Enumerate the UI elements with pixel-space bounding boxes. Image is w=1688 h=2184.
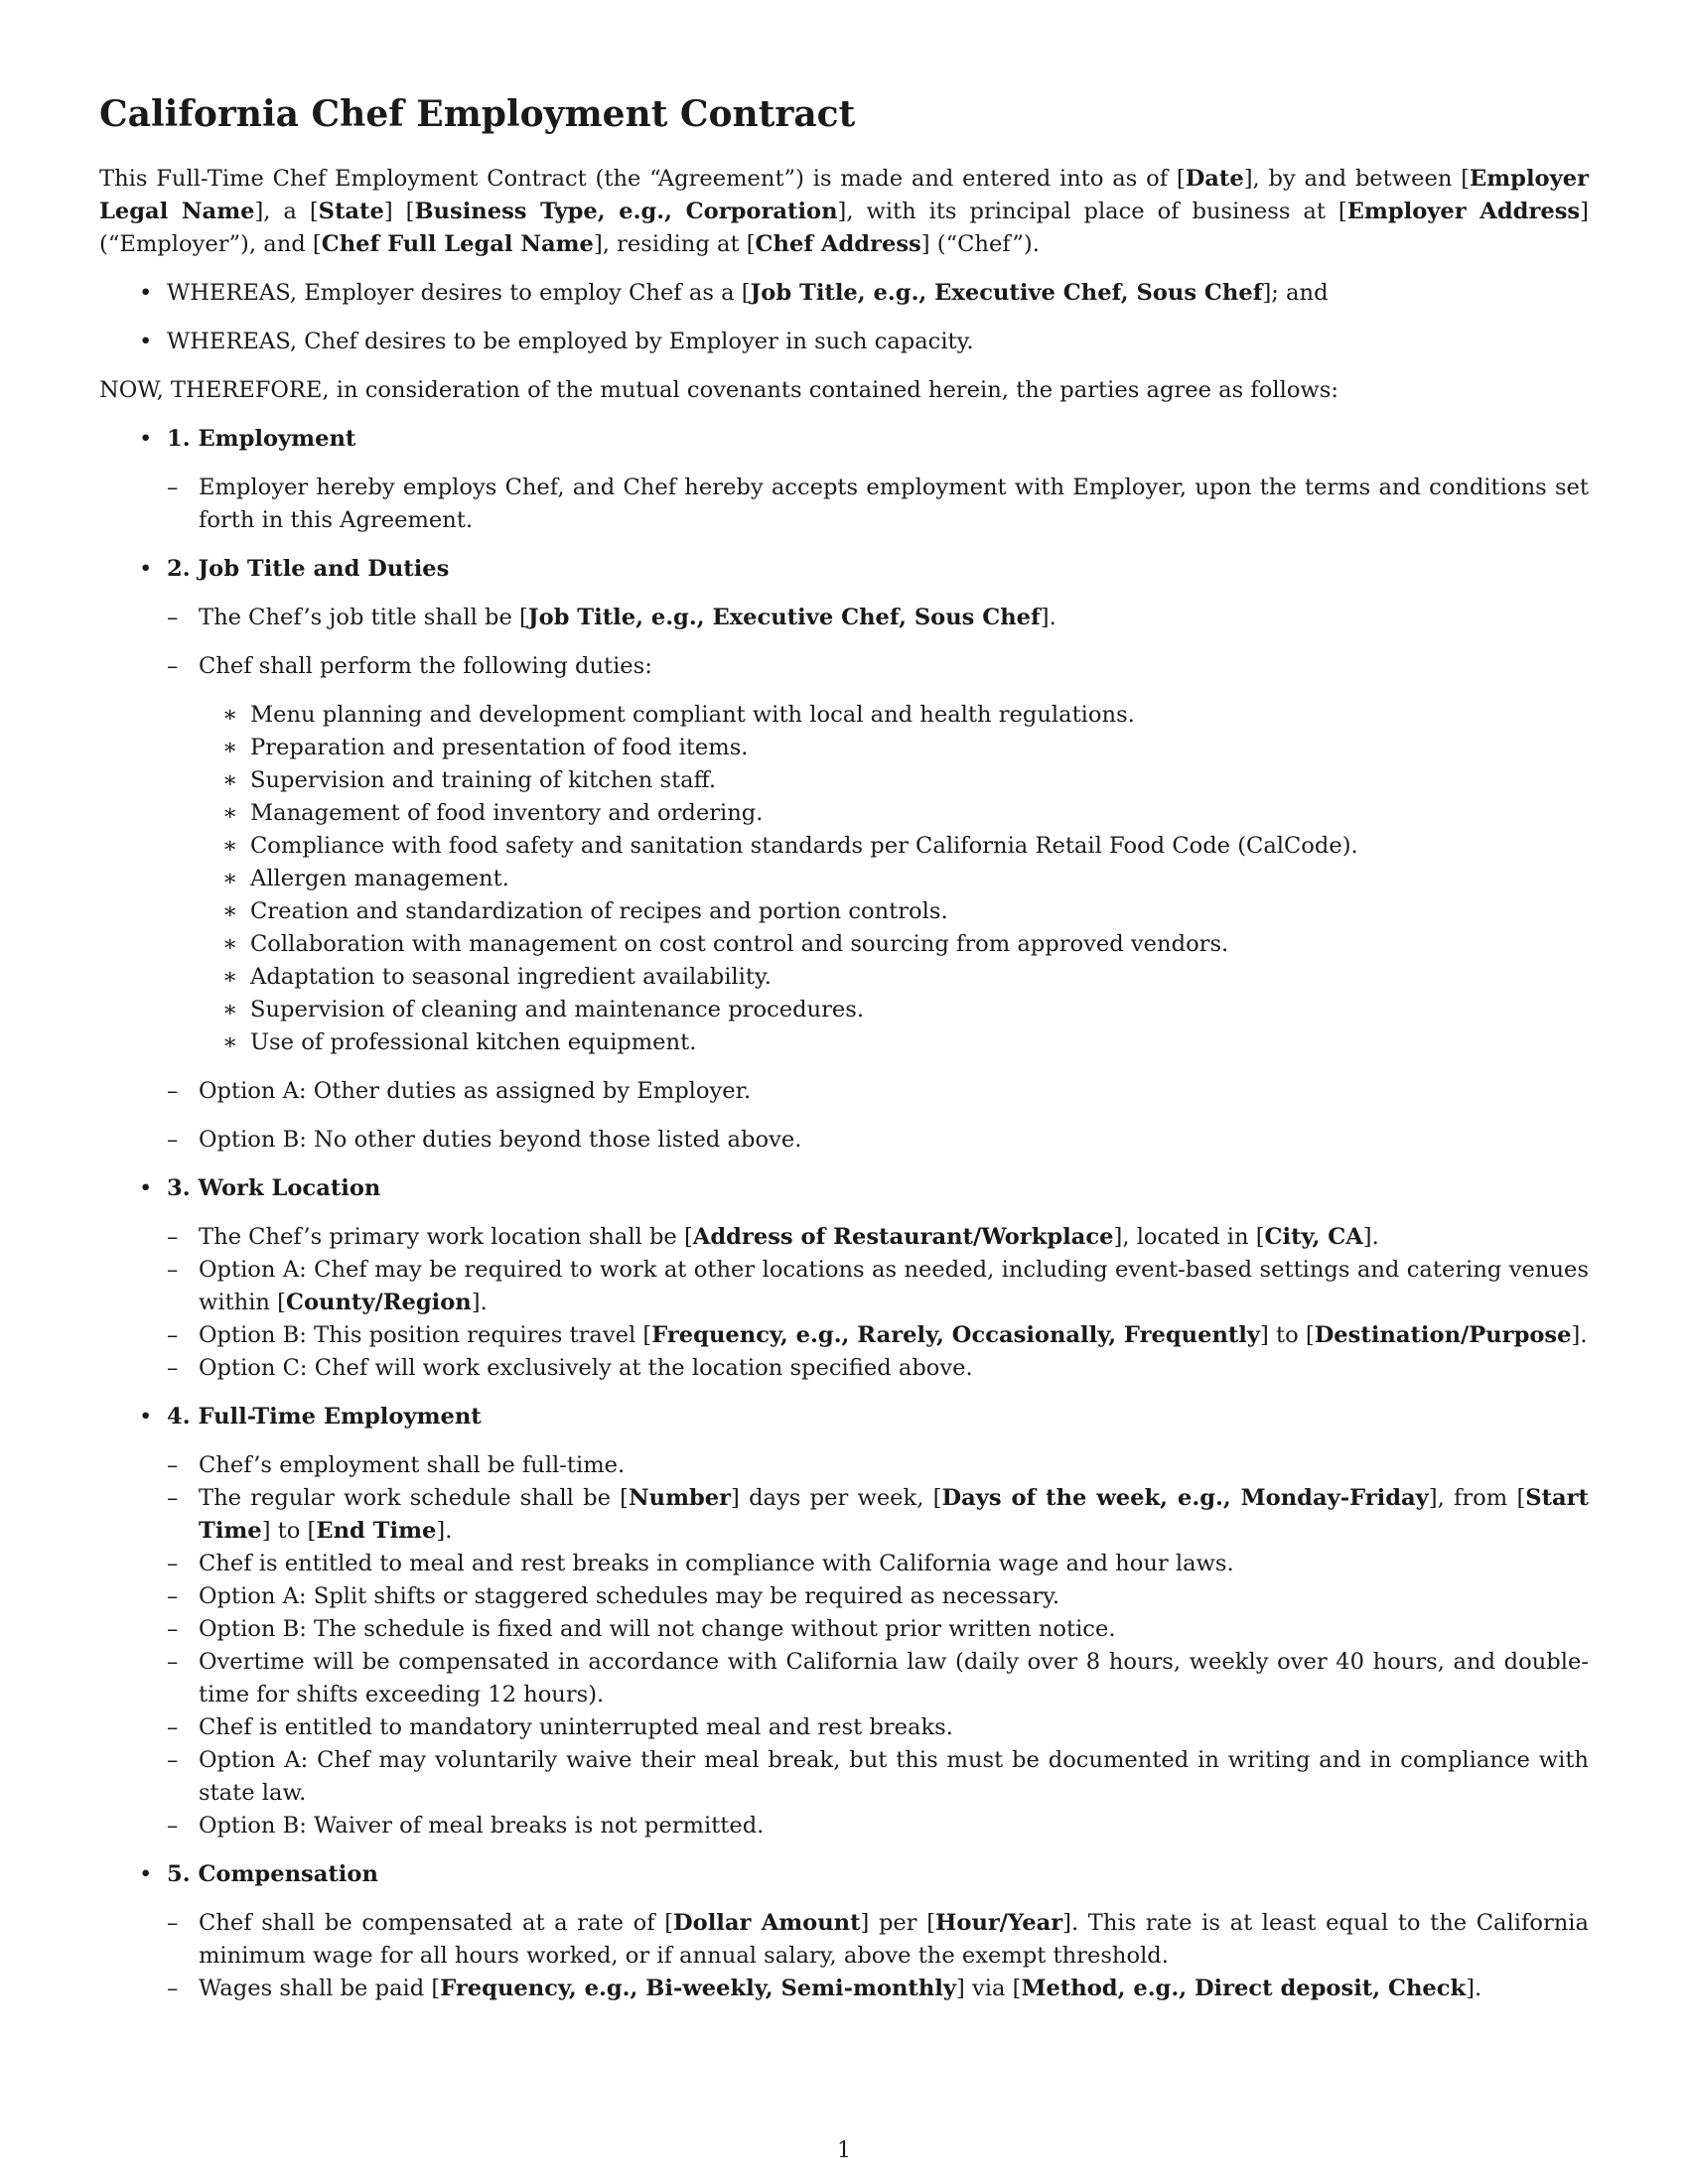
employer-address-placeholder: Employer Address [1346,199,1581,224]
list-item: – Option B: No other duties beyond those listed above. [167,1124,1589,1157]
now-therefore-paragraph: NOW, THEREFORE, in consideration of the mutual covenants contained herein, the parties agree as follows: [99,377,1338,403]
list-item: – Overtime will be compensated in accordance with California law (daily over 8 hours, weekly over 40 hours, and double-time for shifts exceeding 12 hours). [167,1646,1589,1711]
list-item: – Chef’s employment shall be full-time. [167,1449,1589,1482]
section-job-title-duties [99,553,1589,1157]
duty-item: ∗ Collaboration with management on cost control and sourcing from approved vendors. [199,928,1589,961]
section-title: 2. Job Title and Duties [167,556,450,582]
section-items [167,602,1589,1157]
section-title: 1. Employment [167,426,356,452]
section-work-location [99,1172,1589,1385]
list-item: – Chef is entitled to meal and rest breaks in compliance with California wage and hour laws. [167,1548,1589,1580]
list-item: – The regular work schedule shall be [Number] days per week, [Days of the week, e.g., Monday-Friday], from [Start Time] to [End Time]. [167,1482,1589,1548]
list-item: – The Chef’s primary work location shall be [Address of Restaurant/Workplace], located in [City, CA]. [167,1221,1589,1254]
duty-item: ∗ Allergen management. [199,863,1589,895]
duties-list [199,699,1589,1059]
whereas-list [99,277,1589,358]
list-item: – Option A: Chef may voluntarily waive their meal break, but this must be documented in writing and in compliance with state law. [167,1744,1589,1810]
sections-list [99,423,1589,2005]
page-number: 1 [837,2138,851,2163]
section-title: 5. Compensation [167,1861,378,1887]
contract-page [99,77,1589,2021]
duty-item: ∗ Preparation and presentation of food items. [199,732,1589,764]
list-item: – Option B: The schedule is fixed and will not change without prior written notice. [167,1613,1589,1646]
section-items [167,1907,1589,2005]
section-items [167,1449,1589,1843]
list-item: – Chef shall be compensated at a rate of [Dollar Amount] per [Hour/Year]. This rate is at least equal to the California minimum wage for all hours worked, or if annual salary, above the exempt threshold. [167,1907,1589,1973]
document-title: California Chef Employment Contract [99,93,856,135]
list-item: – Option A: Split shifts or staggered schedules may be required as necessary. [167,1580,1589,1613]
business-type-placeholder: Business Type, e.g., Corporation [414,199,838,224]
duty-item: ∗ Menu planning and development compliant with local and health regulations. [199,699,1589,732]
section-items [167,472,1589,537]
list-item: – Option B: This position requires travel [Frequency, e.g., Rarely, Occasionally, Frequently] to [Destination/Purpose]. [167,1319,1589,1352]
list-item: – Option A: Other duties as assigned by Employer. [167,1075,1589,1108]
section-title: 3. Work Location [167,1175,381,1201]
duty-item: ∗ Adaptation to seasonal ingredient availability. [199,961,1589,994]
list-item: – Option B: Waiver of meal breaks is not permitted. [167,1810,1589,1843]
duty-item: ∗ Compliance with food safety and sanitation standards per California Retail Food Code (CalCode). [199,830,1589,863]
duty-item: ∗ Supervision and training of kitchen staff. [199,764,1589,797]
duty-item: ∗ Use of professional kitchen equipment. [199,1026,1589,1059]
date-placeholder: Date [1185,166,1244,192]
list-item: – Option A: Chef may be required to work at other locations as needed, including event-based settings and catering venues within [County/Region]. [167,1254,1589,1319]
duty-item: ∗ Management of food inventory and ordering. [199,797,1589,830]
employer-name-placeholder: Employer Legal Name [99,166,1590,224]
list-item: – Chef is entitled to mandatory uninterrupted meal and rest breaks. [167,1711,1589,1744]
intro-paragraph: This Full-Time Chef Employment Contract (the “Agreement”) is made and entered into as of [Date], by and between [Employer Legal Name], a [State] [Business Type, e.g., Corporation], with its principal place of business at [Employer Address] (“Employer”), and [Chef Full Legal Name], residing at [Chef Address] (“Chef”). [99,166,1590,257]
chef-address-placeholder: Chef Address [755,231,921,257]
duty-item: ∗ Creation and standardization of recipes and portion controls. [199,895,1589,928]
section-full-time-employment [99,1401,1589,1843]
list-item: – Chef shall perform the following duties: ∗ Menu planning and development compliant with local and health regulations. ∗ Preparation and presentation of food items. ∗ Supervision and training of kitchen staff. ∗ Management of food inventory and ordering. ∗ Compliance with food safety and sanitation standards per California Retail Food Code (CalCode). ∗ Allergen management. ∗ Creation and standardization of recipes and portion controls. ∗ Collaboration with management on cost control and sourcing from approved vendors. ∗ Adaptation to seasonal ingredient availability. ∗ Supervision of cleaning and maintenance procedures. ∗ Use of professional kitchen equipment. [167,650,1589,1059]
section-compensation [99,1858,1589,2005]
list-item: – Employer hereby employs Chef, and Chef hereby accepts employment with Employer, upon the terms and conditions set forth in this Agreement. [167,472,1589,537]
list-item: – The Chef’s job title shall be [Job Title, e.g., Executive Chef, Sous Chef]. [167,602,1589,634]
section-employment [99,423,1589,537]
list-item: – Wages shall be paid [Frequency, e.g., Bi-weekly, Semi-monthly] via [Method, e.g., Direct deposit, Check]. [167,1973,1589,2005]
whereas-item: • WHEREAS, Employer desires to employ Chef as a [Job Title, e.g., Executive Chef, Sous Chef]; and [99,277,1589,310]
section-items [167,1221,1589,1385]
list-item: – Option C: Chef will work exclusively at the location specified above. [167,1352,1589,1385]
section-title: 4. Full-Time Employment [167,1404,482,1430]
state-placeholder: State [318,199,384,224]
duty-item: ∗ Supervision of cleaning and maintenance procedures. [199,994,1589,1026]
chef-name-placeholder: Chef Full Legal Name [321,231,594,257]
whereas-item: • WHEREAS, Chef desires to be employed by Employer in such capacity. [99,326,1589,358]
